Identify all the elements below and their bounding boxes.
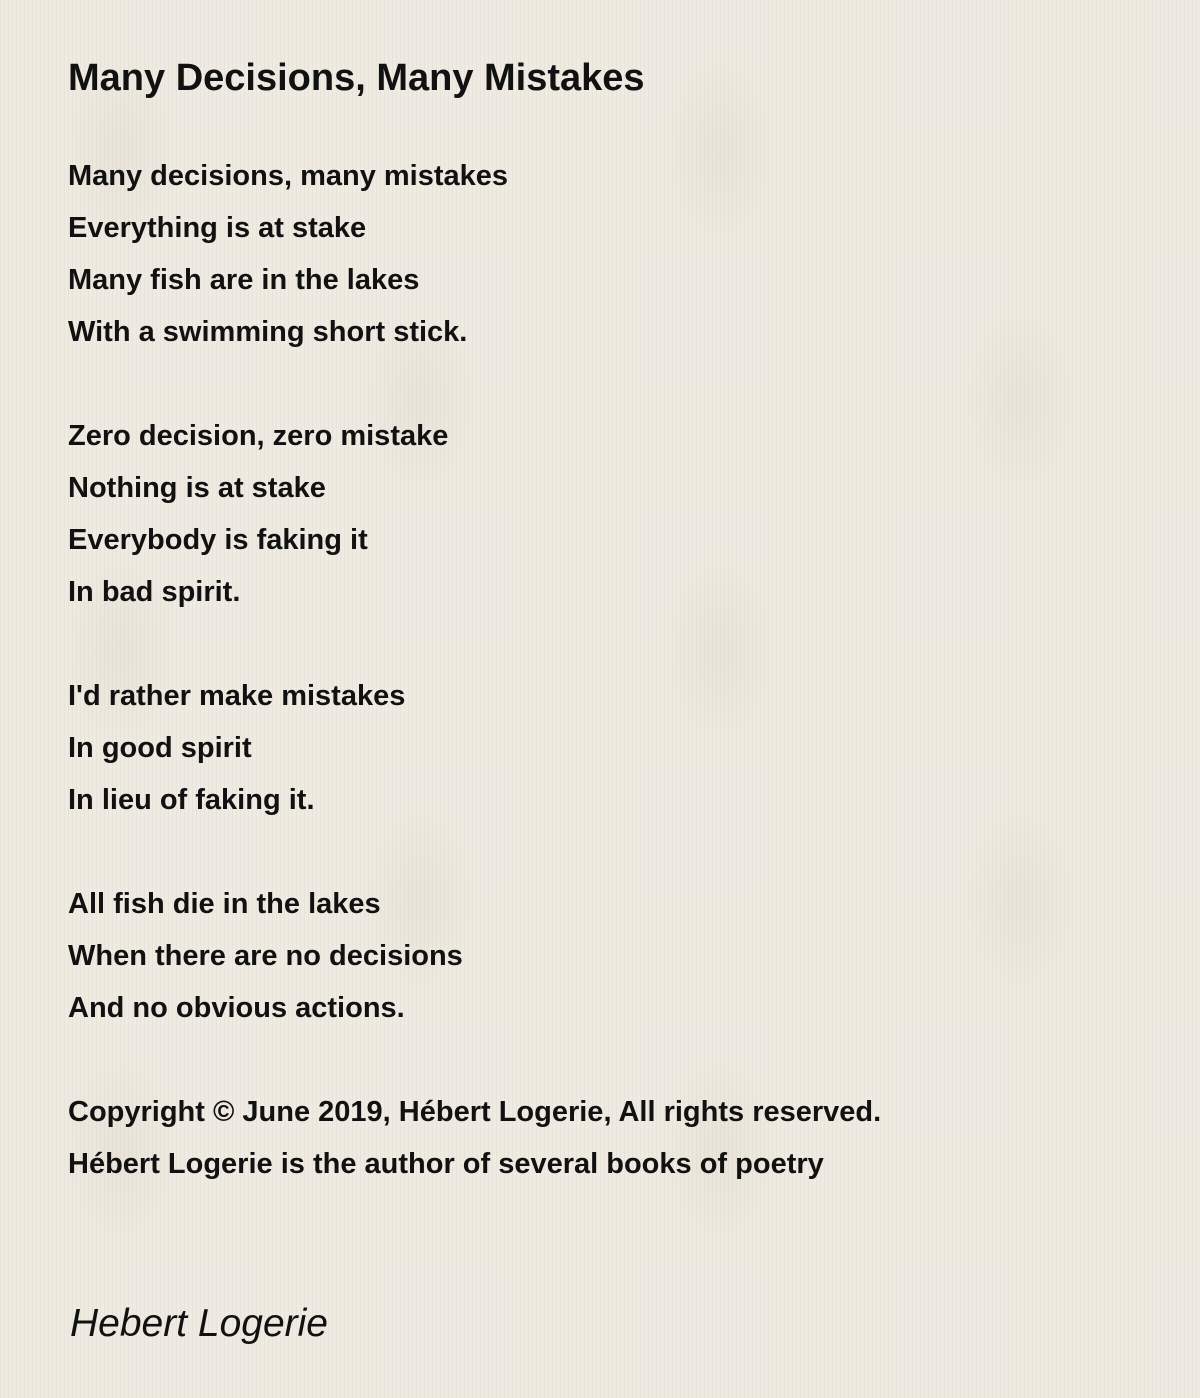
- author-note: Hébert Logerie is the author of several books of poetry: [68, 1148, 824, 1180]
- poem-line: When there are no decisions: [68, 940, 463, 972]
- poem-body: [68, 150, 881, 1190]
- author-name: Hebert Logerie: [70, 1302, 328, 1345]
- poem-line: With a swimming short stick.: [68, 316, 468, 348]
- poem-line: Many decisions, many mistakes: [68, 160, 509, 192]
- poem-line: In bad spirit.: [68, 576, 241, 608]
- poem-line: Everything is at stake: [68, 212, 367, 244]
- copyright-notice: Copyright © June 2019, Hébert Logerie, All rights reserved.: [68, 1096, 882, 1128]
- poem-line: Zero decision, zero mistake: [68, 420, 449, 452]
- poem-line: Everybody is faking it: [68, 524, 368, 556]
- poem-line: I'd rather make mistakes: [68, 680, 406, 712]
- poem-line: And no obvious actions.: [68, 992, 405, 1024]
- poem-line: In lieu of faking it.: [68, 784, 315, 816]
- poem-line: All fish die in the lakes: [68, 888, 381, 920]
- poem-line: Many fish are in the lakes: [68, 264, 420, 296]
- stanza-4: [68, 878, 881, 1034]
- stanza-3: [68, 670, 881, 826]
- stanza-1: [68, 150, 881, 358]
- stanza-2: [68, 410, 881, 618]
- poem-line: Nothing is at stake: [68, 472, 326, 504]
- poem-notes: [68, 1086, 881, 1190]
- poem-line: In good spirit: [68, 732, 252, 764]
- poem-title: Many Decisions, Many Mistakes: [68, 57, 645, 99]
